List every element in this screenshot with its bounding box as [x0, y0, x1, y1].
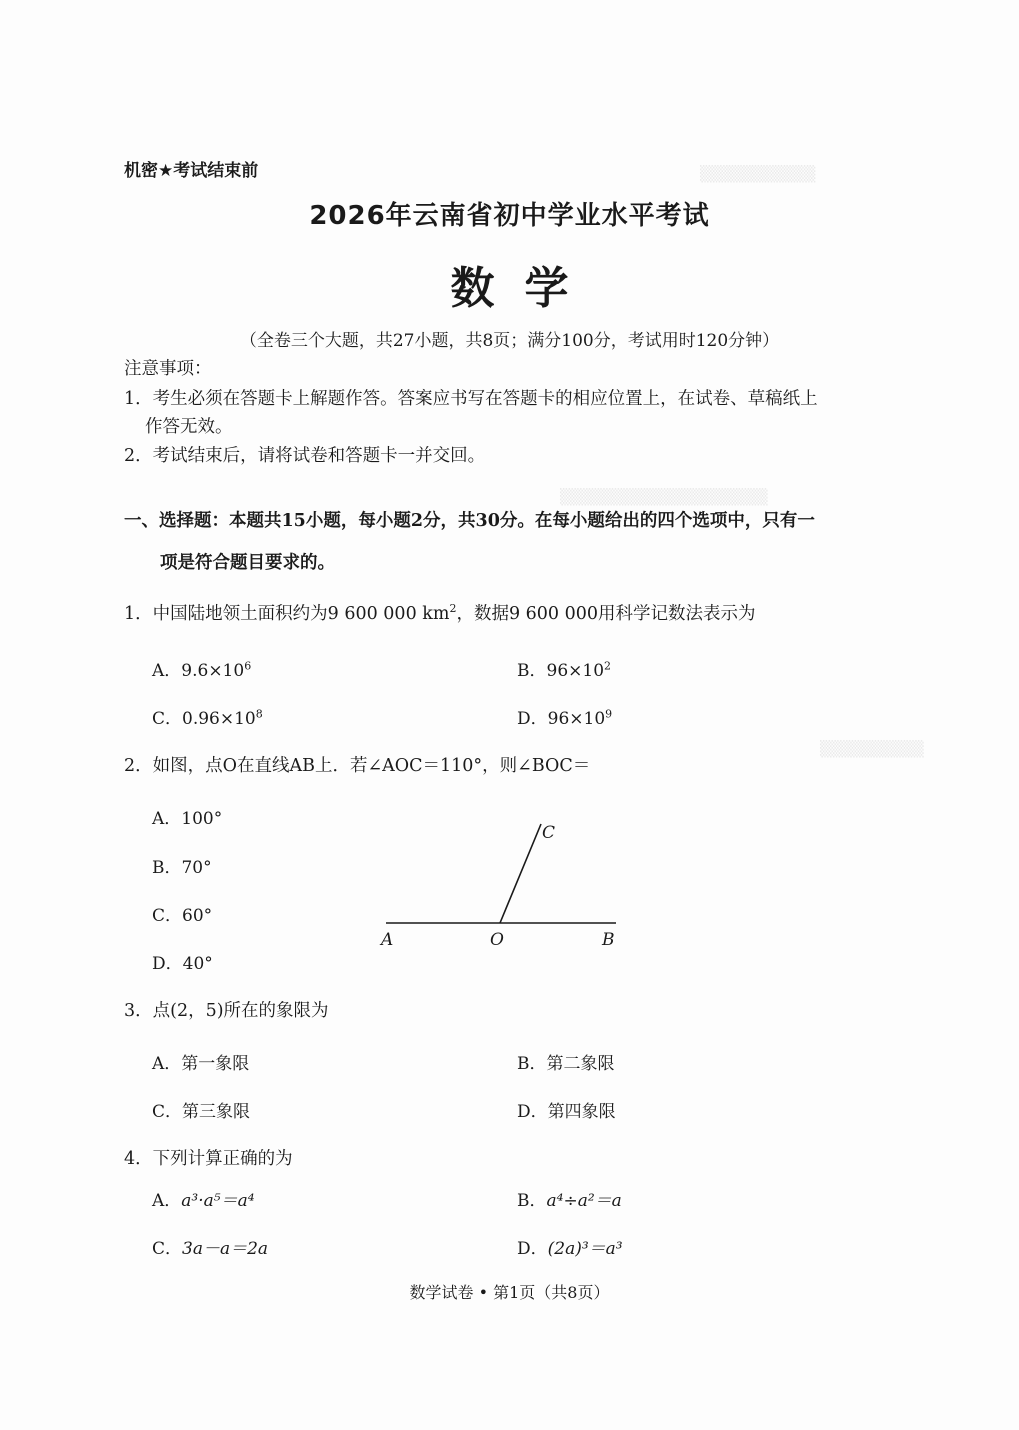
section-heading: 一、选择题：本题共15小题，每小题2分，共30分。在每小题给出的四个选项中，只有一	[124, 511, 815, 531]
bleed-through-text: ▒▒▒▒▒▒▒▒▒	[820, 740, 924, 758]
angle-figure	[376, 818, 626, 958]
q3-option-b: B．第二象限	[517, 1054, 615, 1074]
q3-option-d: D．第四象限	[517, 1102, 616, 1122]
q4-option-d: D．(2a)³＝a³	[517, 1239, 623, 1259]
bleed-through-text: ▒▒▒▒▒▒▒▒▒▒	[700, 165, 816, 183]
q1-option-b: B．$96\times 10^2$	[517, 659, 612, 681]
q2-option-a: A．100°	[152, 809, 223, 829]
note-item-2: 2．考试结束后，请将试卷和答题卡一并交回。	[124, 446, 486, 466]
notes-title: 注意事项：	[124, 359, 212, 379]
confidential-mark: 机密★考试结束前	[124, 161, 259, 181]
section-heading-cont: 项是符合题目要求的。	[160, 553, 335, 573]
q1-option-d: D．$96\times 10^9$	[517, 707, 613, 729]
question-4-stem: 4．下列计算正确的为	[124, 1149, 293, 1169]
q2-option-d: D．40°	[152, 954, 213, 974]
label-c: C	[542, 823, 556, 843]
q1-option-a: A．$9.6\times 10^6$	[152, 659, 252, 681]
question-3-stem: 3．点(2，5)所在的象限为	[124, 1001, 329, 1021]
q4-option-a: A．a³·a⁵＝a⁴	[152, 1191, 255, 1211]
subject-title: 数学	[450, 263, 599, 314]
exam-info: （全卷三个大题，共27小题，共8页；满分100分，考试用时120分钟）	[239, 331, 780, 351]
question-2-stem: 2．如图，点O在直线AB上．若∠AOC＝110°，则∠BOC＝	[124, 756, 591, 776]
q2-option-c: C．60°	[152, 906, 213, 926]
label-o: O	[490, 930, 504, 950]
page-footer: 数学试卷 • 第1页（共8页）	[409, 1283, 610, 1302]
bleed-through-text: ▒▒▒▒▒▒▒▒▒▒▒▒▒▒▒▒▒▒	[560, 488, 768, 506]
note-item-1-cont: 作答无效。	[145, 417, 233, 437]
label-a: A	[381, 930, 394, 950]
ray-oc	[500, 824, 541, 923]
q4-option-c: C．3a－a＝2a	[152, 1239, 269, 1259]
q3-option-a: A．第一象限	[152, 1054, 250, 1074]
note-item-1: 1．考生必须在答题卡上解题作答。答案应书写在答题卡的相应位置上，在试卷、草稿纸上	[124, 389, 818, 409]
q2-option-b: B．70°	[152, 858, 212, 878]
q4-option-b: B．a⁴÷a²＝a	[517, 1191, 622, 1211]
exam-title: 2026年云南省初中学业水平考试	[309, 201, 710, 231]
question-1-stem: 1．中国陆地领土面积约为9 600 000 $km^2$，数据9 600 000用科学记数法表示为	[124, 602, 756, 624]
q1-option-c: C．$0.96\times 10^8$	[152, 707, 263, 729]
q3-option-c: C．第三象限	[152, 1102, 251, 1122]
label-b: B	[602, 930, 615, 950]
